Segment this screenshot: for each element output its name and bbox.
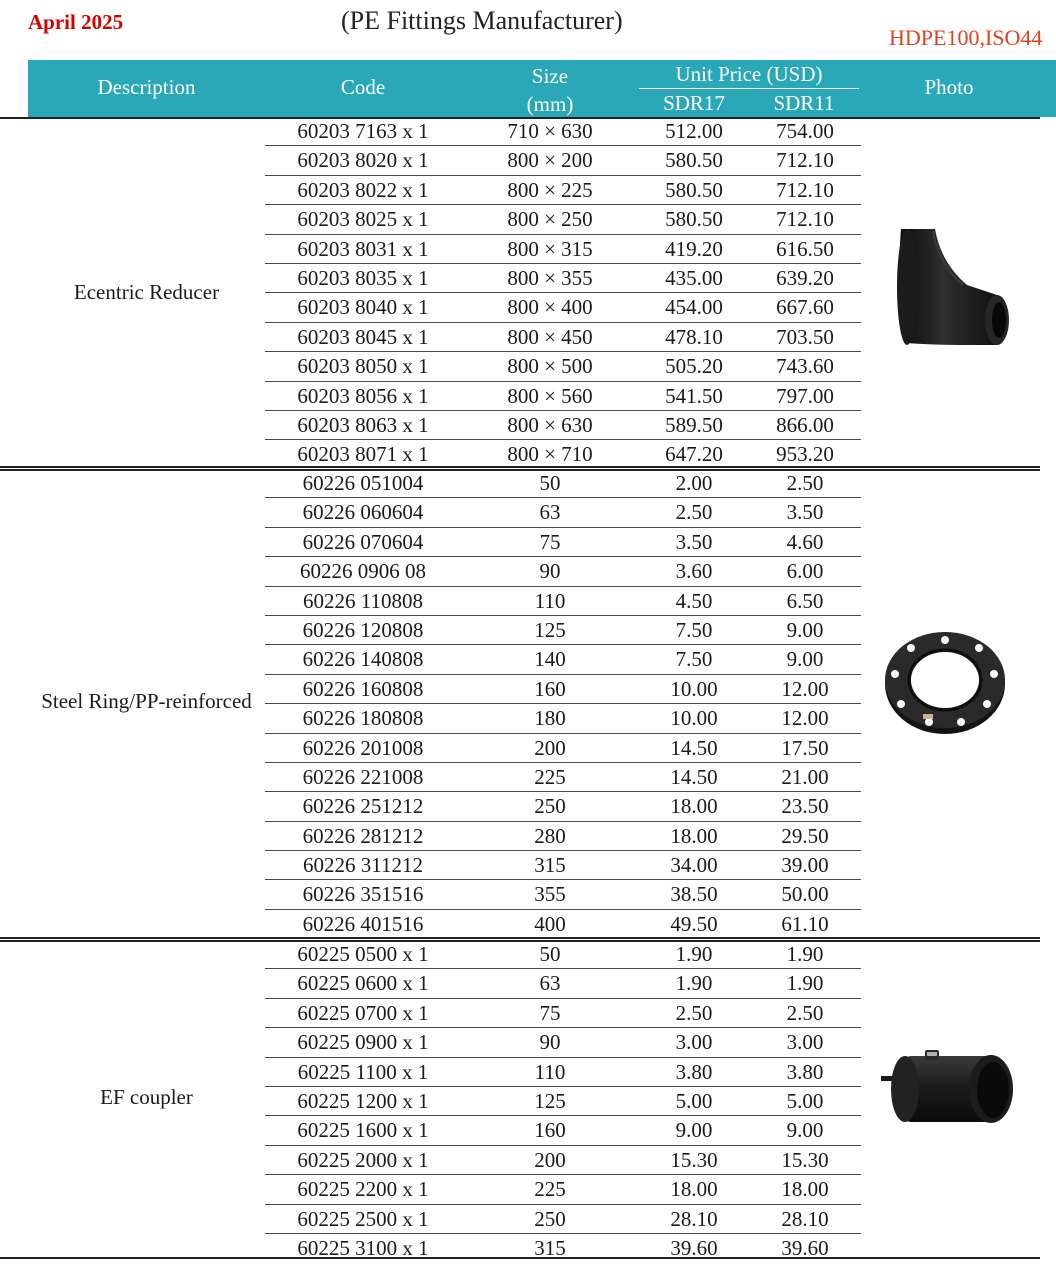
code-cell: 60225 3100 x 1 [297,1235,429,1260]
sdr17-cell: 9.00 [675,1118,713,1143]
sdr11-cell: 6.50 [786,588,824,613]
table-row [265,352,861,381]
code-cell: 60225 2000 x 1 [297,1147,429,1172]
section-description: Steel Ring/PP-reinforced [41,689,252,713]
table-row [265,1205,861,1234]
code-cell: 60203 8035 x 1 [297,265,429,290]
code-cell: 60225 1600 x 1 [297,1118,429,1143]
size-cell: 160 [534,1118,566,1143]
sdr11-cell: 616.50 [776,236,834,261]
sdr17-cell: 1.90 [675,971,713,996]
sdr17-cell: 7.50 [675,647,713,672]
sdr17-cell: 512.00 [665,119,723,143]
sdr11-cell: 2.50 [786,471,824,495]
table-row [265,235,861,264]
code-cell: 60225 2200 x 1 [297,1177,429,1202]
code-cell: 60226 051004 [302,471,424,495]
sdr17-cell: 38.50 [670,882,718,907]
size-cell: 125 [534,1088,566,1113]
code-cell: 60225 0900 x 1 [297,1030,429,1055]
code-cell: 60203 8020 x 1 [297,148,429,173]
size-cell: 200 [534,735,566,760]
sdr11-cell: 12.00 [781,706,829,731]
sdr17-cell: 10.00 [670,676,718,701]
steel-ring-flange-photo [881,628,1009,736]
size-cell: 800 × 500 [507,354,593,379]
sdr11-cell: 1.90 [786,971,824,996]
sdr11-cell: 639.20 [776,265,834,290]
code-cell: 60203 8056 x 1 [297,383,429,408]
sdr11-cell: 15.30 [781,1147,829,1172]
size-cell: 250 [534,1206,566,1231]
sdr17-cell: 2.00 [675,471,713,495]
sdr11-cell: 9.00 [786,647,824,672]
sdr11-cell: 23.50 [781,794,829,819]
sdr17-cell: 2.50 [675,1000,713,1025]
sdr17-cell: 28.10 [670,1206,718,1231]
sdr17-cell: 580.50 [665,207,723,232]
code-cell: 60226 351516 [302,882,424,907]
size-cell: 63 [539,500,561,525]
table-row [265,382,861,411]
sdr11-cell: 29.50 [781,823,829,848]
table-row [265,1087,861,1116]
table-row [265,675,861,704]
sdr11-cell: 9.00 [786,1118,824,1143]
code-cell: 60225 0700 x 1 [297,1000,429,1025]
standard-label: HDPE100,ISO44 [889,25,1043,50]
table-row [265,645,861,674]
table-row [265,734,861,763]
code-cell: 60226 070604 [302,529,424,554]
sdr11-cell: 712.10 [776,148,834,173]
sdr11-cell: 50.00 [781,882,829,907]
column-header-size [461,62,639,118]
sdr11-cell: 12.00 [781,676,829,701]
table-row [265,969,861,998]
size-cell: 800 × 400 [507,295,593,320]
sdr17-cell: 3.00 [675,1030,713,1055]
code-cell: 60225 1200 x 1 [297,1088,429,1113]
size-cell: 63 [539,971,561,996]
table-row [265,1146,861,1175]
section-description: Ecentric Reducer [73,280,220,304]
sdr17-cell: 435.00 [665,265,723,290]
table-row [265,880,861,909]
size-cell: 125 [534,617,566,642]
code-cell: 60226 180808 [302,706,424,731]
table-row [265,146,861,175]
sdr17-cell: 419.20 [665,236,723,261]
table-row [265,704,861,733]
size-cell: 75 [539,529,561,554]
size-cell: 90 [539,1030,561,1055]
table-row [265,822,861,851]
code-cell: 60226 281212 [302,823,424,848]
sdr17-cell: 49.50 [670,911,718,936]
sdr11-cell: 712.10 [776,177,834,202]
size-cell: 800 × 315 [507,236,593,261]
size-cell: 800 × 200 [507,148,593,173]
table-row [265,498,861,527]
size-cell: 50 [539,471,561,495]
table-row [265,616,861,645]
section-description: EF coupler [100,1085,193,1109]
code-cell: 60226 311212 [303,853,423,878]
sdr17-cell: 3.60 [675,559,713,584]
code-cell: 60226 0906 08 [300,559,426,584]
sdr17-cell: 18.00 [670,1177,718,1202]
column-header-code: Code [340,75,386,99]
table-row [265,469,861,498]
section-steel-ring [0,466,1056,937]
code-cell: 60226 221008 [302,764,424,789]
table-row [265,1175,861,1204]
sdr11-cell: 21.00 [781,764,829,789]
sdr11-cell: 866.00 [776,412,834,437]
size-cell: 90 [539,559,561,584]
table-bottom-line [0,1257,1040,1259]
code-cell: 60226 401516 [302,911,424,936]
sdr17-cell: 7.50 [675,617,713,642]
sdr17-cell: 580.50 [665,148,723,173]
code-cell: 60226 120808 [302,617,424,642]
code-cell: 60225 0500 x 1 [297,942,429,966]
table-row [265,205,861,234]
sdr11-cell: 61.10 [781,911,829,936]
size-cell: 225 [534,764,566,789]
size-cell: 160 [534,676,566,701]
sdr17-cell: 14.50 [670,735,718,760]
code-cell: 60225 0600 x 1 [297,971,429,996]
code-cell: 60203 8063 x 1 [297,412,429,437]
code-cell: 60203 8022 x 1 [297,177,429,202]
table-row [265,851,861,880]
sdr11-cell: 3.80 [786,1059,824,1084]
sdr11-cell: 3.00 [786,1030,824,1055]
sdr11-cell: 3.50 [786,500,824,525]
table-row [265,1058,861,1087]
size-cell: 280 [534,823,566,848]
date-label: April 2025 [28,10,124,34]
table-row [265,264,861,293]
sdr17-cell: 478.10 [665,324,723,349]
table-row [265,293,861,322]
table-row [265,176,861,205]
sdr11-cell: 18.00 [781,1177,829,1202]
size-cell: 800 × 710 [507,442,593,467]
code-cell: 60226 060604 [302,500,424,525]
code-cell: 60203 7163 x 1 [297,119,429,143]
code-cell: 60203 8050 x 1 [297,354,429,379]
sdr11-cell: 703.50 [776,324,834,349]
size-cell: 800 × 355 [507,265,593,290]
code-cell: 60226 201008 [302,735,424,760]
sdr17-cell: 5.00 [675,1088,713,1113]
size-cell: 800 × 450 [507,324,593,349]
table-row [265,910,861,939]
code-cell: 60225 1100 x 1 [297,1059,429,1084]
sdr11-cell: 1.90 [786,942,824,966]
section-ef-coupler [0,937,1056,1260]
section-rows [265,940,861,1263]
sdr17-cell: 647.20 [665,442,723,467]
size-cell: 250 [534,794,566,819]
sdr11-cell: 743.60 [776,354,834,379]
sdr17-cell: 3.80 [675,1059,713,1084]
sdr17-cell: 580.50 [665,177,723,202]
sdr17-cell: 3.50 [675,529,713,554]
size-cell: 800 × 225 [507,177,593,202]
size-cell: 710 × 630 [507,119,593,143]
sdr11-cell: 712.10 [776,207,834,232]
sdr11-cell: 754.00 [776,119,834,143]
size-cell: 400 [534,911,566,936]
sdr17-cell: 505.20 [665,354,723,379]
page-title: (PE Fittings Manufacturer) [341,6,623,35]
table-row [265,117,861,146]
code-cell: 60225 2500 x 1 [297,1206,429,1231]
sdr11-cell: 28.10 [781,1206,829,1231]
sdr17-cell: 18.00 [670,794,718,819]
size-cell: 355 [534,882,566,907]
sdr17-cell: 454.00 [665,295,723,320]
size-cell: 140 [534,647,566,672]
code-cell: 60203 8025 x 1 [297,207,429,232]
table-row [265,940,861,969]
size-cell: 50 [539,942,561,966]
table-row [265,792,861,821]
code-cell: 60226 251212 [302,794,424,819]
code-cell: 60203 8040 x 1 [297,295,429,320]
sdr11-cell: 9.00 [786,617,824,642]
sdr17-cell: 15.30 [670,1147,718,1172]
sdr17-cell: 10.00 [670,706,718,731]
size-cell: 800 × 560 [507,383,593,408]
table-row [265,411,861,440]
column-header-sdr11: SDR11 [773,91,835,115]
table-row [265,1028,861,1057]
section-ecentric-reducer [0,117,1056,466]
sdr17-cell: 1.90 [675,942,713,966]
code-cell: 60226 160808 [302,676,424,701]
code-cell: 60226 140808 [302,647,424,672]
size-cell: 180 [534,706,566,731]
size-cell: 800 × 630 [507,412,593,437]
sdr11-cell: 39.00 [781,853,829,878]
sdr17-cell: 39.60 [670,1235,718,1260]
column-header-unit-price: Unit Price (USD) [675,62,823,86]
column-header-photo: Photo [924,75,974,99]
column-header-sdr17: SDR17 [663,91,725,115]
sdr17-cell: 589.50 [665,412,723,437]
size-cell: 315 [534,853,566,878]
section-rows [265,469,861,939]
table-row [265,528,861,557]
size-cell: 225 [534,1177,566,1202]
column-header-description: Description [97,75,196,99]
ef-coupler-photo [879,1050,1019,1128]
size-cell: 110 [534,1059,566,1084]
sdr17-cell: 14.50 [670,764,718,789]
size-cell: 110 [534,588,566,613]
section-rows [265,117,861,470]
price-header-divider [639,88,859,89]
sdr17-cell: 18.00 [670,823,718,848]
sdr17-cell: 541.50 [665,383,723,408]
size-label: Size [531,64,569,88]
size-cell: 200 [534,1147,566,1172]
size-cell: 75 [539,1000,561,1025]
table-row [265,587,861,616]
sdr11-cell: 39.60 [781,1235,829,1260]
sdr11-cell: 2.50 [786,1000,824,1025]
sdr11-cell: 4.60 [786,529,824,554]
code-cell: 60203 8031 x 1 [297,236,429,261]
table-row [265,557,861,586]
table-header [28,60,1056,117]
sdr11-cell: 5.00 [786,1088,824,1113]
table-row [265,763,861,792]
size-cell: 800 × 250 [507,207,593,232]
sdr11-cell: 6.00 [786,559,824,584]
eccentric-reducer-photo [893,223,1013,348]
table-row [265,323,861,352]
code-cell: 60203 8045 x 1 [297,324,429,349]
sdr11-cell: 17.50 [781,735,829,760]
sdr17-cell: 34.00 [670,853,718,878]
code-cell: 60226 110808 [303,588,423,613]
table-row [265,999,861,1028]
sdr17-cell: 4.50 [675,588,713,613]
size-cell: 315 [534,1235,566,1260]
table-row [265,1116,861,1145]
sdr11-cell: 667.60 [776,295,834,320]
sdr17-cell: 2.50 [675,500,713,525]
sdr11-cell: 797.00 [776,383,834,408]
size-unit-label: (mm) [526,92,574,116]
code-cell: 60203 8071 x 1 [297,442,429,467]
sdr11-cell: 953.20 [776,442,834,467]
